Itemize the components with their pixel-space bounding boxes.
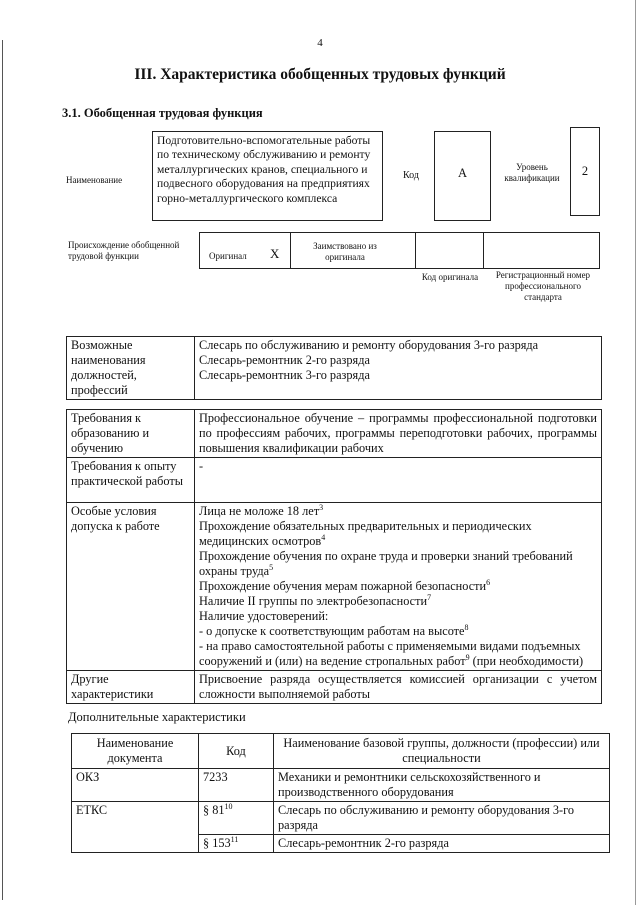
row-code: § $81^{10}$ bbox=[199, 802, 274, 835]
function-name-box bbox=[152, 131, 383, 221]
positions-label: Возможные наименования должностей, профессий bbox=[67, 337, 195, 400]
code-original-caption: Код оригинала bbox=[421, 272, 479, 282]
origin-divider-1 bbox=[290, 233, 291, 268]
position-item: Слесарь-ремонтник 3-го разряда bbox=[199, 368, 370, 382]
reg-number-caption: Регистрационный номер профессионального стандарта bbox=[495, 270, 591, 302]
level-value: 2 bbox=[581, 164, 589, 178]
conditions-label: Особые условия допуска к работе bbox=[67, 503, 195, 671]
origin-label: Происхождение обобщенной трудовой функции bbox=[68, 240, 180, 261]
origin-divider-3 bbox=[483, 233, 484, 268]
function-name-value: Подготовительно-вспомогательные работы по техническому обслуживанию и ремонту металлургических кранов, специального и подвесного оборудования на предприятиях горно-металлургического комплекса bbox=[157, 134, 371, 205]
original-label: Оригинал bbox=[209, 251, 247, 261]
subsection-title: 3.1. Обобщенная трудовая функция bbox=[62, 106, 263, 120]
other-value: Присвоение разряда осуществляется комиссией организации с учетом сложности выполняемой работы bbox=[195, 671, 602, 704]
code-box bbox=[434, 131, 491, 221]
additional-table bbox=[71, 733, 610, 853]
header-document: Наименование документа bbox=[72, 734, 199, 769]
condition-item: Прохождение обучения мерам пожарной безопасности$^6$ bbox=[199, 577, 491, 593]
origin-row bbox=[199, 232, 600, 269]
origin-divider-2 bbox=[415, 233, 416, 268]
condition-item: Прохождение обучения по охране труда и проверки знаний требований охраны труда$^5$ bbox=[199, 549, 573, 578]
row-document: ЕТКС bbox=[72, 802, 199, 853]
level-label: Уровень квалификации bbox=[504, 162, 560, 183]
code-label: Код bbox=[403, 170, 419, 181]
code-value: А bbox=[457, 166, 468, 180]
condition-item: Наличие II группы по электробезопасности$^7$ bbox=[199, 592, 432, 608]
position-item: Слесарь-ремонтник 2-го разряда bbox=[199, 353, 370, 367]
experience-label: Требования к опыту практической работы bbox=[67, 458, 195, 503]
section-title: III. Характеристика обобщенных трудовых функций bbox=[134, 66, 506, 83]
condition-item: - на право самостоятельной работы с применяемыми видами подъемных сооружений и (или) на ведение стропальных работ$^9$ (при необходимости) bbox=[199, 639, 584, 668]
header-code: Код bbox=[199, 734, 274, 769]
row-group-name: Механики и ремонтники сельскохозяйственного и производственного оборудования bbox=[274, 769, 610, 802]
condition-item: Прохождение обязательных предварительных и периодических медицинских осмотров$^4$ bbox=[199, 519, 532, 548]
name-label: Наименование bbox=[66, 175, 123, 185]
row-code: § $153^{11}$ bbox=[199, 835, 274, 853]
row-code: 7233 bbox=[199, 769, 274, 802]
condition-item: Наличие удостоверений: bbox=[199, 609, 329, 623]
education-label: Требования к образованию и обучению bbox=[67, 410, 195, 458]
row-group-name: Слесарь-ремонтник 2-го разряда bbox=[274, 835, 610, 853]
row-group-name: Слесарь по обслуживанию и ремонту оборудования 3-го разряда bbox=[274, 802, 610, 835]
positions-table bbox=[66, 336, 602, 400]
header-group-name: Наименование базовой группы, должности (профессии) или специальности bbox=[274, 734, 610, 769]
row-document: ОКЗ bbox=[72, 769, 199, 802]
positions-values bbox=[195, 337, 602, 400]
level-box bbox=[570, 127, 600, 216]
requirements-table bbox=[66, 409, 602, 704]
position-item: Слесарь по обслуживанию и ремонту оборудования 3-го разряда bbox=[199, 338, 539, 352]
conditions-values bbox=[195, 503, 602, 671]
experience-value: - bbox=[195, 458, 602, 503]
borrowed-label: Заимствовано из оригинала bbox=[313, 241, 377, 262]
education-value: Профессиональное обучение – программы профессиональной подготовки по профессиям рабочих, программы переподготовки рабочих, программы повышения квалификации рабочих bbox=[195, 410, 602, 458]
additional-title: Дополнительные характеристики bbox=[68, 710, 246, 724]
scan-edge-left bbox=[2, 40, 3, 900]
condition-item: - о допуске к соответствующим работам на высоте$^8$ bbox=[199, 622, 469, 638]
original-mark: Х bbox=[270, 246, 280, 261]
other-label: Другие характеристики bbox=[67, 671, 195, 704]
scan-edge-right bbox=[635, 0, 636, 905]
condition-item: Лица не моложе 18 лет$^3$ bbox=[199, 502, 324, 518]
page-number: 4 bbox=[317, 37, 323, 49]
